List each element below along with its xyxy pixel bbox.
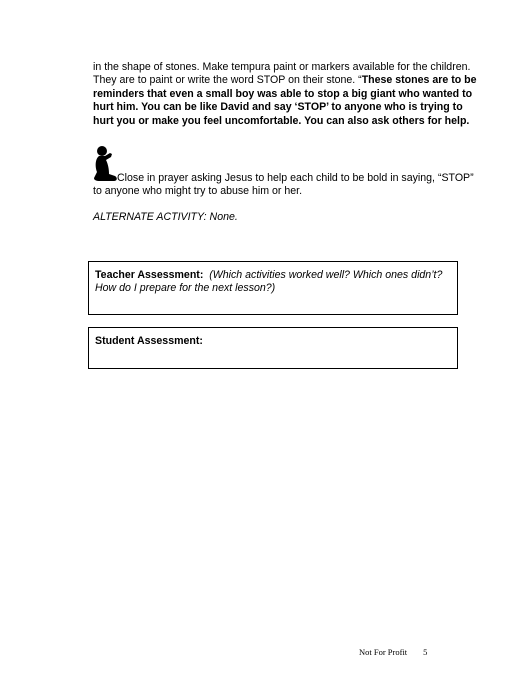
instructions-text: in the shape of stones. Make tempura paint or markers available for the children. They are to paint or write the word STOP on their stone. “ <box>93 61 471 87</box>
instructions-bold-text: These stones are to be reminders that even a small boy was able to stop a big giant who wanted to hurt him. You can be like David and say ‘STOP’ to anyone who is trying to hurt you or make you feel uncomfortable. You can also ask others for help. <box>93 74 477 127</box>
teacher-assessment-box <box>88 261 458 315</box>
page-footer <box>359 647 427 657</box>
teacher-assessment-question: (Which activities worked well? Which ones didn’t? How do I prepare for the next lesson?) <box>95 269 443 295</box>
student-assessment-box <box>88 327 458 369</box>
footer-text: Not For Profit <box>359 647 408 657</box>
prayer-paragraph <box>93 172 478 199</box>
teacher-assessment-label: Teacher Assessment: <box>95 269 204 281</box>
student-assessment-label: Student Assessment: <box>95 335 203 347</box>
prayer-text: Close in prayer asking Jesus to help each child to be bold in saying, “STOP” to anyone who might try to abuse him or her. <box>93 172 474 198</box>
instructions-paragraph <box>93 61 478 128</box>
alternate-activity: ALTERNATE ACTIVITY: None. <box>93 211 238 223</box>
page-number: 5 <box>423 647 428 657</box>
